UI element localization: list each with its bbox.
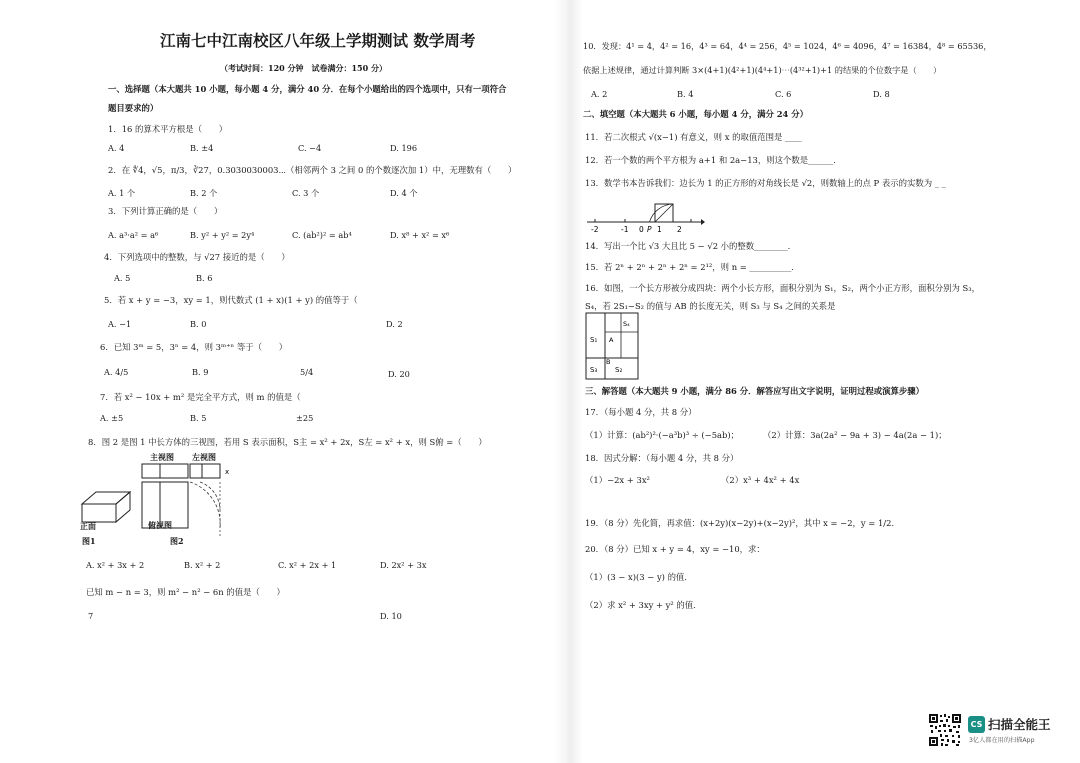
question-16: 16．如图，一个长方形被分成四块：两个小长方形，面积分别为 S₁，S₂，两个小正方形，面积分别为 S₃， [585, 283, 981, 293]
exam-info: （考试时间：120 分钟 试卷满分：150 分） [220, 63, 387, 73]
q8-option-b: B. x² + 2 [184, 560, 221, 570]
scanner-slogan: 3亿人都在用的扫描App [969, 737, 1035, 744]
section-choice-title: 一、选择题（本大题共 10 小题，每小题 4 分，满分 40 分．在每个小题给出的四个选项中，只有一项符合 [108, 84, 507, 94]
q5-option-b: B. 0 [190, 319, 207, 329]
question-7: 7．若 x² − 10x + m² 是完全平方式，则 m 的值是（ [100, 392, 301, 402]
projection-arc-inner [200, 482, 220, 510]
question-3: 3．下列计算正确的是（ ） [108, 206, 223, 216]
fig16-s3: S₃ [590, 366, 598, 374]
q1-option-b: B. ±4 [190, 143, 214, 153]
top-view-label: 俯视图 [148, 520, 172, 530]
q10-option-d: D. 8 [873, 89, 890, 99]
question-10-cont: 依据上述规律，通过计算判断 3×(4+1)(4²+1)(4⁴+1)⋯(4³²+1)+1 的结果的个位数字是（ ） [583, 65, 942, 75]
q10-option-b: B. 4 [677, 89, 694, 99]
q6-option-c: 5/4 [300, 367, 314, 377]
q10-option-c: C. 6 [775, 89, 792, 99]
question-20-part1: （1）(3 − x)(3 − y) 的值． [585, 572, 693, 582]
fig16-s2: S₂ [615, 366, 623, 374]
q7-option-a: A. ±5 [100, 413, 124, 423]
question-17-part1: （1）计算：(ab²)²·(−a³b)³ ÷ (−5ab)； [585, 430, 740, 440]
question-6: 6．已知 3ᵐ = 5，3ⁿ = 4，则 3ᵐ⁺ⁿ 等于（ ） [100, 342, 288, 352]
question-18-part1: （1）−2x + 3x² [585, 475, 650, 485]
q3-option-a: A. a³·a² = a⁶ [108, 230, 159, 240]
exam-title: 江南七中江南校区八年级上学期测试 数学周考 [160, 31, 476, 50]
tick-2: 2 [677, 225, 682, 234]
question-11: 11．若二次根式 √(x−1) 有意义，则 x 的取值范围是 ____ [585, 132, 802, 142]
section-fill-title: 二、填空题（本大题共 6 小题，每小题 4 分，满分 24 分） [583, 109, 809, 119]
q2-option-c: C. 3 个 [292, 188, 320, 198]
q2-option-a: A. 1 个 [108, 188, 136, 198]
question-5: 5．若 x + y = −3，xy = 1，则代数式 (1 + x)(1 + y) 的值等于（ [104, 295, 358, 305]
q6-option-b: B. 9 [192, 367, 209, 377]
q3-option-d: D. x⁸ + x² = x⁶ [390, 230, 450, 240]
cuboid-drawing [82, 492, 130, 522]
tick-minus-1: -1 [621, 225, 629, 234]
fig16-point-b: B [606, 358, 611, 366]
front-face-label: 正面 [80, 521, 96, 531]
question-2: 2．在 ∜4，√5，π/3，∛27，0.3030030003⋯（相邻两个 3 之间 0 的个数逐次加 1）中，无理数有（ ） [108, 165, 517, 175]
question-16-cont: S₄，若 2S₁−S₂ 的值与 AB 的长度无关，则 S₃ 与 S₄ 之间的关系是 [585, 301, 836, 311]
q10-option-a: A. 2 [591, 89, 608, 99]
q1-option-d: D. 196 [390, 143, 418, 153]
q9-option-d: D. 10 [380, 611, 402, 621]
three-view-figure [80, 452, 240, 547]
question-17-part2: （2）计算：3a(2a² − 9a + 3) − 4a(2a − 1)； [763, 430, 947, 440]
question-15: 15．若 2ⁿ + 2ⁿ + 2ⁿ + 2ⁿ = 2¹²，则 n = __________． [585, 262, 800, 272]
question-18: 18．因式分解：（每小题 4 分，共 8 分） [585, 453, 739, 463]
question-17: 17．（每小题 4 分，共 8 分） [585, 407, 697, 417]
left-column [78, 0, 540, 763]
q8-option-d: D. 2x² + 3x [380, 560, 427, 570]
number-line-arrow [701, 219, 705, 225]
q6-option-a: A. 4/5 [104, 367, 129, 377]
q5-option-d: D. 2 [386, 319, 403, 329]
question-4: 4．下列选项中的整数，与 √27 接近的是（ ） [104, 252, 290, 262]
q3-option-c: C. (ab²)² = ab⁴ [292, 230, 352, 240]
fig16-point-a: A [609, 336, 614, 344]
q1-option-c: C. −4 [298, 143, 322, 153]
section-choice-title-cont: 题目要求的） [108, 103, 159, 113]
figure-1-label: 图1 [82, 536, 96, 546]
front-view-rect [142, 464, 220, 528]
q8-option-c: C. x² + 2x + 1 [278, 560, 337, 570]
q7-option-b: B. 5 [190, 413, 207, 423]
fig16-s4: S₄ [623, 320, 630, 328]
question-14: 14．写出一个比 √3 大且比 5 − √2 小的整数________． [585, 241, 797, 251]
question-13: 13．数学书本告诉我们：边长为 1 的正方形的对角线长是 √2，则数轴上的点 P 表示的实数为 _ _ [585, 178, 946, 188]
question-8: 8．图 2 是图 1 中长方体的三视图，若用 S 表示面积，S主 = x² + 2x，S左 = x² + x，则 S俯 =（ ） [88, 437, 487, 447]
tick-1: 1 [657, 225, 662, 234]
tick-minus-2: -2 [591, 225, 599, 234]
q2-option-d: D. 4 个 [390, 188, 418, 198]
q4-option-a: A. 5 [114, 273, 131, 283]
tick-0: 0 [639, 225, 644, 234]
number-line-figure [585, 196, 705, 238]
q9-option-a: 7 [88, 611, 94, 621]
fig16-s1: S₁ [590, 336, 598, 344]
qr-code-icon [928, 713, 962, 747]
tick-p: P [647, 225, 652, 234]
q1-option-a: A. 4 [108, 143, 125, 153]
square-diagonal [655, 204, 673, 222]
q2-option-b: B. 2 个 [190, 188, 218, 198]
question-20: 20．（8 分）已知 x + y = 4，xy = −10，求： [585, 544, 765, 554]
page-fold-shadow [553, 0, 583, 763]
scanner-watermark [928, 713, 1068, 753]
q7-option-c: ±25 [296, 413, 314, 423]
q5-option-a: A. −1 [108, 319, 132, 329]
q3-option-b: B. y² + y² = 2y⁴ [190, 230, 255, 240]
question-12: 12．若一个数的两个平方根为 a+1 和 2a−13，则这个数是______． [585, 155, 842, 165]
front-view-label: 主视图 [150, 452, 174, 462]
question-18-part2: （2）x³ + 4x² + 4x [721, 475, 800, 485]
q4-option-b: B. 6 [196, 273, 213, 283]
q6-option-d: D. 20 [388, 369, 410, 379]
figure-2-label: 图2 [170, 536, 184, 546]
projection-arc [190, 482, 220, 528]
rectangle-partition-figure [585, 312, 645, 382]
right-column [583, 0, 1003, 763]
cs-badge-icon: CS [968, 716, 985, 733]
question-20-part2: （2）求 x² + 3xy + y² 的值． [585, 600, 702, 610]
question-1: 1．16 的算术平方根是（ ） [108, 124, 228, 134]
question-19: 19．（8 分）先化简，再求值：(x+2y)(x−2y)+(x−2y)²，其中 x = −2，y = 1/2． [585, 518, 900, 528]
left-view-label: 左视图 [192, 452, 216, 462]
fig-x-label: x [225, 468, 230, 476]
section-solve-title: 三、解答题（本大题共 9 小题，满分 86 分．解答应写出文字说明，证明过程或演算步骤） [585, 386, 925, 396]
scanner-brand: 扫描全能王 [988, 717, 1051, 732]
question-9: 已知 m − n = 3，则 m² − n² − 6n 的值是（ ） [86, 587, 285, 597]
compass-arc [650, 204, 674, 222]
question-10: 10．发现：4¹ = 4，4² = 16，4³ = 64，4⁴ = 256，4⁵ = 1024，4⁶ = 4096，4⁷ = 16384，4⁸ = 65536， [583, 41, 992, 51]
q8-option-a: A. x² + 3x + 2 [86, 560, 145, 570]
